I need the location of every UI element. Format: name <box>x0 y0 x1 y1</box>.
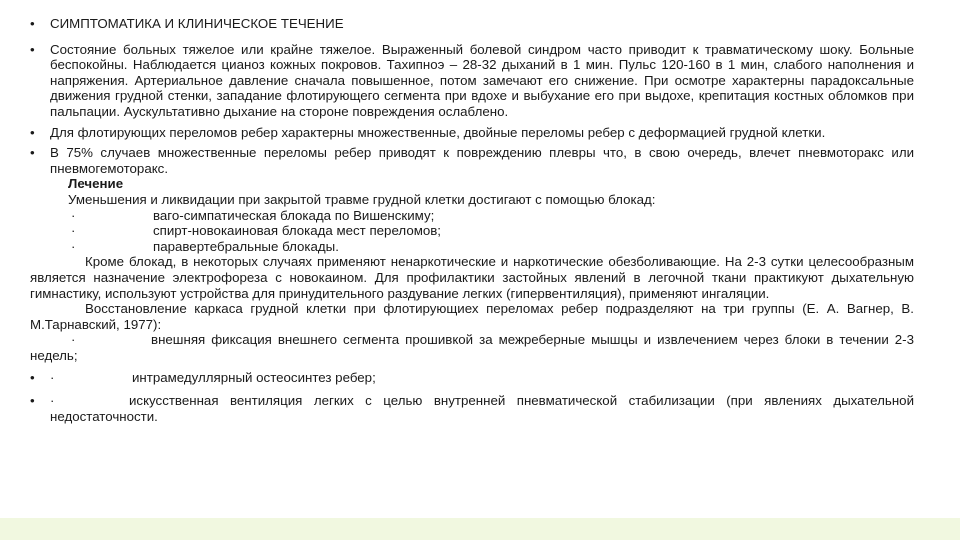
fixation-text: внешняя фиксация внешнего сегмента прошивкой за межреберные мышцы и извлечением через блоки в течении 2-3 недель; <box>30 332 914 363</box>
title-item <box>30 16 914 32</box>
block-item <box>30 239 914 255</box>
block-item <box>30 208 914 224</box>
dot-marker: · <box>71 238 76 254</box>
slide-content <box>30 16 914 424</box>
dot-marker: · <box>71 207 76 223</box>
bullet-icon: • <box>30 393 35 409</box>
bullet-icon: • <box>30 145 35 161</box>
symptoms-item <box>30 42 914 120</box>
treatment-heading: Лечение <box>68 176 124 192</box>
symptoms-text: Состояние больных тяжелое или крайне тяжелое. Выраженный болевой синдром часто приводит к травматическому шоку. Больные беспокойны. Наблюдается цианоз кожных покровов. Тахипноэ – 28-32 дыханий в 1 мин. Пульс 120-160 в 1 мин, слабого наполнения и напряжения. Артериальное давление сначала повышенное, потом замечают его снижение. При осмотре характерны парадоксальные движения грудной стенки, западание флотирующего сегмента при вдохе и выбухание его при выдохе, крепитация костных обломков при пальпации. Аускультативно дыхание на стороне повреждения ослаблено. <box>50 41 914 119</box>
dot-marker: · <box>50 393 55 409</box>
dot-marker: · <box>50 370 55 386</box>
dot-marker: · <box>71 332 76 348</box>
slide-title: СИМПТОМАТИКА И КЛИНИЧЕСКОЕ ТЕЧЕНИЕ <box>50 16 344 31</box>
pleura-text: В 75% случаев множественные переломы ребер приводят к повреждению плевры что, в свою очередь, влечет пневмоторакс или пневмогемоторакс. <box>50 145 914 176</box>
block-text: ваго-симпатическая блокада по Вишенскиму; <box>153 207 435 223</box>
block-text: спирт-новокаиновая блокада мест переломов; <box>153 223 442 239</box>
block-item <box>30 223 914 239</box>
restoration-paragraph: Восстановление каркаса грудной клетки при флотирующиех переломах ребер подразделяют на три группы (Е. А. Вагнер, В. М.Тарнавский, 1977): <box>30 301 914 332</box>
bullet-icon: • <box>30 124 35 140</box>
floating-fractures-text: Для флотирующих переломов ребер характерны множественные, двойные переломы ребер с деформацией грудной клетки. <box>50 124 826 140</box>
pleura-item <box>30 145 914 176</box>
treatment-paragraph: Кроме блокад, в некоторых случаях применяют ненаркотические и наркотические обезболивающие. На 2-3 сутки целесообразным является назначение электрофореза с новокаином. Для профилактики застойных явлений в легочной ткани практикуют дыхательную гимнастику, используют устройства для принудительного раздувание легких (гипервентиляция), применяют ингаляции. <box>30 254 914 301</box>
treatment-intro: Уменьшения и ликвидации при закрытой травме грудной клетки достигают с помощью блокад: <box>68 191 656 207</box>
ventilation-text: искусственная вентиляция легких с целью внутренней пневматической стабилизации (при явлениях дыхательной недостаточности. <box>50 393 914 424</box>
bullet-icon: • <box>30 41 35 57</box>
bottom-bar <box>0 518 960 540</box>
osteosynthesis-item <box>30 370 914 386</box>
dot-marker: · <box>71 223 76 239</box>
block-text: паравертебральные блокады. <box>153 238 339 254</box>
ventilation-item <box>30 393 914 424</box>
osteosynthesis-text: интрамедуллярный остеосинтез ребер; <box>132 370 376 386</box>
bullet-icon: • <box>30 370 35 386</box>
fixation-item <box>30 332 914 363</box>
bullet-icon: • <box>30 16 35 31</box>
floating-fractures-item <box>30 125 914 141</box>
